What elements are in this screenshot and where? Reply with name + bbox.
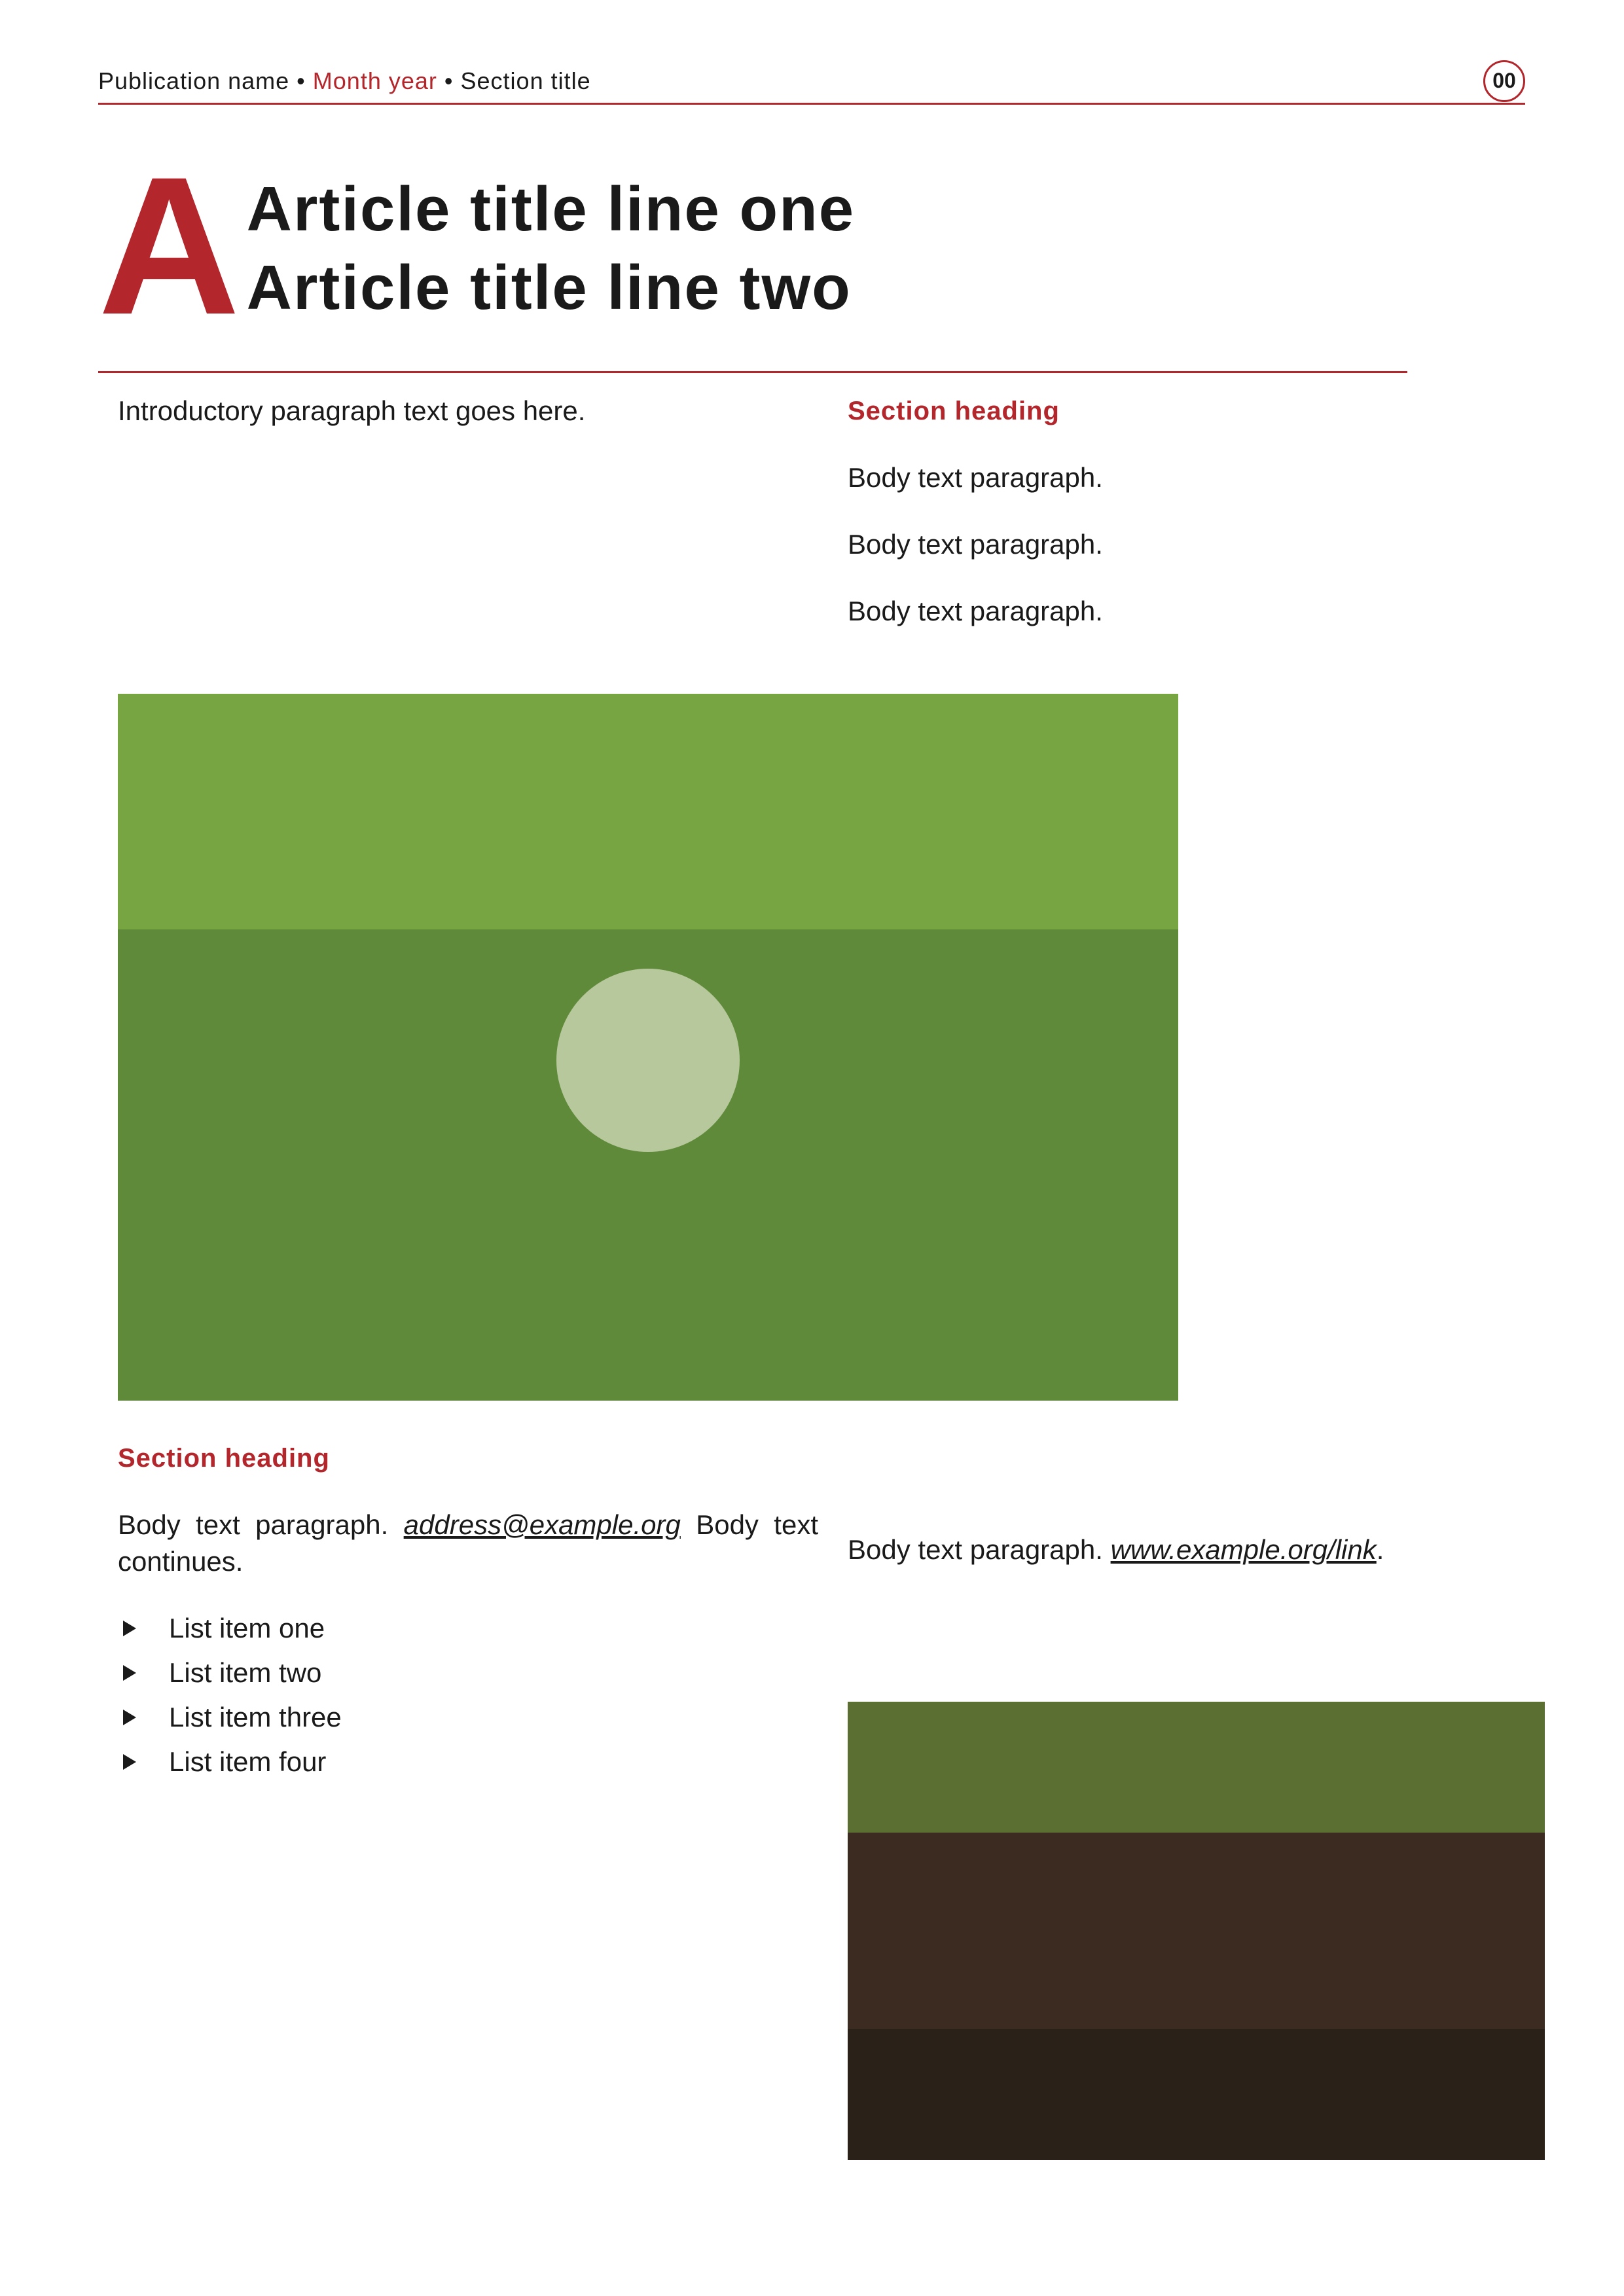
how-to-text: Body text paragraph. (118, 1509, 389, 1540)
more-info-suffix: . (1376, 1534, 1384, 1565)
list-item-text: List item three (169, 1702, 342, 1732)
header-section: • Section title (444, 67, 591, 94)
conditions-column (848, 393, 1545, 660)
title-drop-letter: A (98, 135, 240, 355)
triangle-bullet-icon (123, 1754, 136, 1770)
triangle-bullet-icon (123, 1621, 136, 1636)
list-item-text: List item one (169, 1613, 325, 1643)
photo-placeholder-icon (848, 1702, 1545, 2160)
article-title (98, 135, 1407, 373)
conditions-paragraph-2: Body text paragraph. (848, 529, 1103, 560)
conditions-heading: Section heading (848, 397, 1060, 425)
page-number: 00 (1483, 60, 1525, 102)
how-to-paragraph (118, 1507, 818, 1580)
how-to-column (118, 1440, 818, 1788)
list-item (118, 1744, 818, 1780)
triangle-bullet-icon (123, 1665, 136, 1681)
title-line-2: Article title line two (246, 253, 852, 323)
more-info-column (848, 1532, 1545, 1598)
email-link[interactable]: address@example.org (403, 1509, 681, 1540)
title-lines (247, 157, 856, 327)
intro-paragraph: Introductory paragraph text goes here. (118, 395, 586, 426)
how-to-heading: Section heading (118, 1444, 330, 1473)
website-link[interactable]: www.example.org/link (1110, 1534, 1377, 1565)
header-publication: Publication name • (98, 67, 306, 94)
list-item-text: List item four (169, 1746, 327, 1777)
triangle-bullet-icon (123, 1710, 136, 1725)
title-line-1: Article title line one (246, 174, 856, 244)
article-photo-2 (848, 1702, 1545, 2160)
list-item (118, 1699, 818, 1736)
more-info-paragraph (848, 1532, 1545, 1568)
list-item-text: List item two (169, 1657, 322, 1688)
how-to-text-end: Body text continues. (118, 1509, 818, 1577)
header-text (98, 67, 591, 95)
conditions-paragraph-3: Body text paragraph. (848, 596, 1103, 626)
intro-column (118, 393, 818, 459)
conditions-paragraph-1: Body text paragraph. (848, 462, 1103, 493)
header-date: Month year (312, 67, 437, 94)
requirements-list (118, 1610, 818, 1780)
article-photo-1 (118, 694, 1178, 1401)
page-header (98, 59, 1525, 105)
more-info-text: Body text paragraph. (848, 1534, 1103, 1565)
list-item (118, 1610, 818, 1647)
photo-placeholder-icon (118, 694, 1178, 1401)
list-item (118, 1655, 818, 1691)
